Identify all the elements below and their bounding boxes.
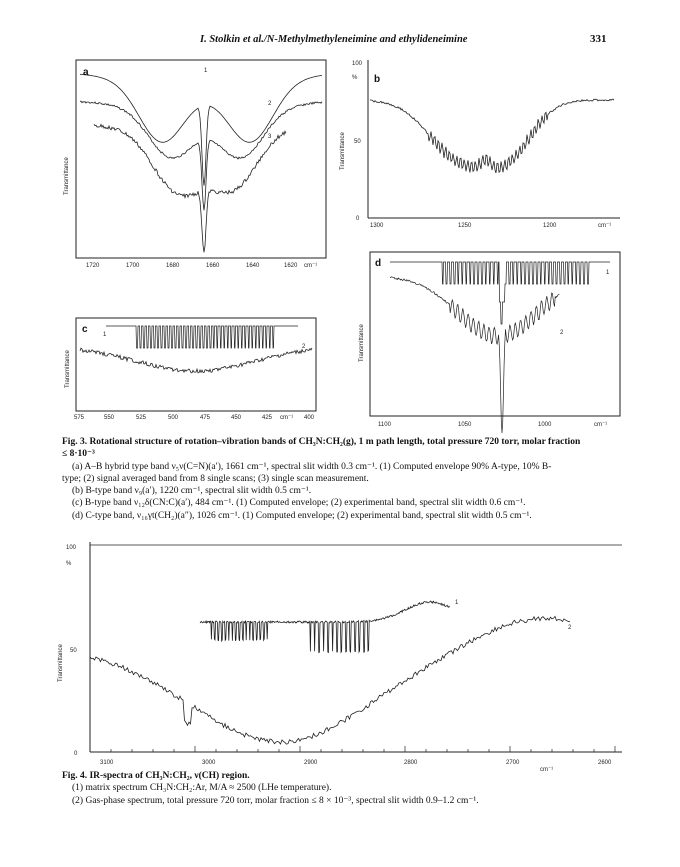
fig3-a: (a) A–B hybrid type band ν₅ν(C=N)(a′), 1661 cm⁻¹, spectral slit width 0.3 cm⁻¹. (1) Computed envelope 90% A-type, 10% B- — [72, 461, 552, 472]
spectrum-plot-d — [359, 252, 622, 428]
tick-label: 1200 — [543, 223, 557, 229]
panel-label-a: a — [83, 67, 89, 78]
tick-label: 425 — [262, 415, 273, 421]
tick-label: cm⁻¹ — [304, 263, 318, 269]
x-axis-ticks — [90, 746, 615, 752]
tick-label: 1000 — [538, 422, 552, 428]
y-unit: % — [352, 75, 358, 81]
y-tick-100: 100 — [352, 61, 363, 67]
panel-label-b: b — [374, 74, 381, 85]
tick-label: 575 — [74, 415, 85, 421]
tick-label: 2700 — [506, 760, 520, 766]
tick-label: 2600 — [598, 760, 612, 766]
y-axis-label: Transmittance — [64, 157, 70, 195]
y-axis-label: Transmittance — [65, 350, 71, 388]
tick-label: 3000 — [202, 760, 216, 766]
tick-label: 475 — [200, 415, 211, 421]
running-head: I. Stolkin et al./N-Methylmethyleneimine and ethylideneimine — [200, 34, 468, 45]
tick-label: 1680 — [166, 263, 180, 269]
figure-3c — [65, 318, 318, 421]
y-axis-label: Transmittance — [359, 324, 365, 362]
curve-label: 1 — [606, 270, 610, 276]
curve-label: 1 — [103, 332, 107, 338]
tick-label: 1620 — [284, 263, 298, 269]
tick-label: 400 — [304, 415, 315, 421]
curve-label: 2 — [268, 101, 272, 107]
tick-label: 1250 — [458, 223, 472, 229]
fig3-a-cont: type; (2) signal averaged band from 8 single scans; (3) single scan measurement. — [62, 473, 369, 484]
tick-label: cm⁻¹ — [598, 223, 612, 229]
y-axis-label: Transmittance — [58, 644, 64, 682]
tick-label: 1300 — [370, 223, 384, 229]
panel-label-c: c — [82, 324, 88, 335]
figure-3a — [64, 60, 326, 269]
fig3-b: (b) B-type band ν₉(a′), 1220 cm⁻¹, spectral slit width 0.5 cm⁻¹. — [72, 486, 312, 497]
tick-label: 500 — [168, 415, 179, 421]
figure-4 — [58, 542, 622, 773]
curve-label: 3 — [268, 134, 272, 140]
tick-label: 1700 — [126, 263, 140, 269]
tick-label: cm⁻¹ — [594, 422, 608, 428]
tick-label: 1660 — [206, 263, 220, 269]
curve-label: 2 — [560, 330, 564, 336]
fig3-title-cont: ≤ 8·10⁻³ — [62, 449, 95, 460]
fig4-l2: (2) Gas-phase spectrum, total pressure 720 torr, molar fraction ≤ 8 × 10⁻³, spectral slit width 0.9–1.2 cm⁻¹. — [72, 795, 479, 806]
tick-label: 1050 — [458, 422, 472, 428]
figure-3d — [359, 252, 622, 428]
figure-4-caption — [62, 770, 632, 807]
y-unit: % — [66, 561, 72, 567]
y-tick-50: 50 — [70, 648, 77, 654]
y-tick-100: 100 — [66, 545, 77, 551]
spectrum-plot-fig4 — [58, 542, 630, 774]
tick-label: cm⁻¹ — [280, 415, 294, 421]
curve-label: 1 — [204, 68, 208, 74]
fig3-title: Fig. 3. Rotational structure of rotation–vibration bands of CH₃N:CH₂(g), 1 m path length, total pressure 720 torr, molar fraction — [62, 437, 581, 447]
tick-label: 550 — [104, 415, 115, 421]
fig4-l1: (1) matrix spectrum CH₃N:CH₂:Ar, M/A ≈ 2500 (LHe temperature). — [72, 783, 332, 794]
figure-3b — [340, 60, 620, 229]
y-tick-0: 0 — [356, 216, 360, 222]
y-tick-0: 0 — [74, 751, 78, 757]
tick-label: 3100 — [100, 760, 114, 766]
fig3-c: (c) B-type band ν₁₂δ(CN:C)(a′), 484 cm⁻¹. (1) Computed envelope; (2) experimental band, spectral slit width 0.6 cm⁻¹. — [72, 498, 526, 509]
fig3-d: (d) C-type band, ν₁₆γt(CH₂)(a″), 1026 cm⁻¹. (1) Computed envelope; (2) experimental band, spectral slit width 0.5 cm⁻¹. — [72, 510, 532, 521]
curve-label: 2 — [302, 344, 306, 350]
tick-label: 1100 — [378, 422, 391, 428]
tick-label: 2800 — [404, 760, 418, 766]
panel-label-d: d — [375, 258, 382, 269]
tick-label: 1720 — [86, 263, 100, 269]
curve-label: 2 — [568, 625, 572, 631]
spectrum-plot-c — [65, 318, 318, 422]
x-axis-ticks — [86, 263, 317, 269]
tick-label: 450 — [231, 415, 242, 421]
tick-label: 1640 — [246, 263, 260, 269]
tick-label: 2900 — [304, 760, 318, 766]
spectrum-plot-b — [340, 60, 620, 232]
curve-label: 1 — [455, 600, 459, 606]
spectrum-plot-a — [64, 60, 326, 270]
page-number: 331 — [590, 33, 607, 45]
tick-label: 525 — [136, 415, 147, 421]
fig4-title: Fig. 4. IR-spectra of CH₃N:CH₂, ν(CH) region. — [62, 771, 250, 781]
figure-3-caption — [62, 436, 632, 522]
y-axis-label: Transmittance — [340, 132, 346, 170]
x-unit: cm⁻¹ — [540, 767, 554, 773]
y-tick-50: 50 — [354, 139, 361, 145]
